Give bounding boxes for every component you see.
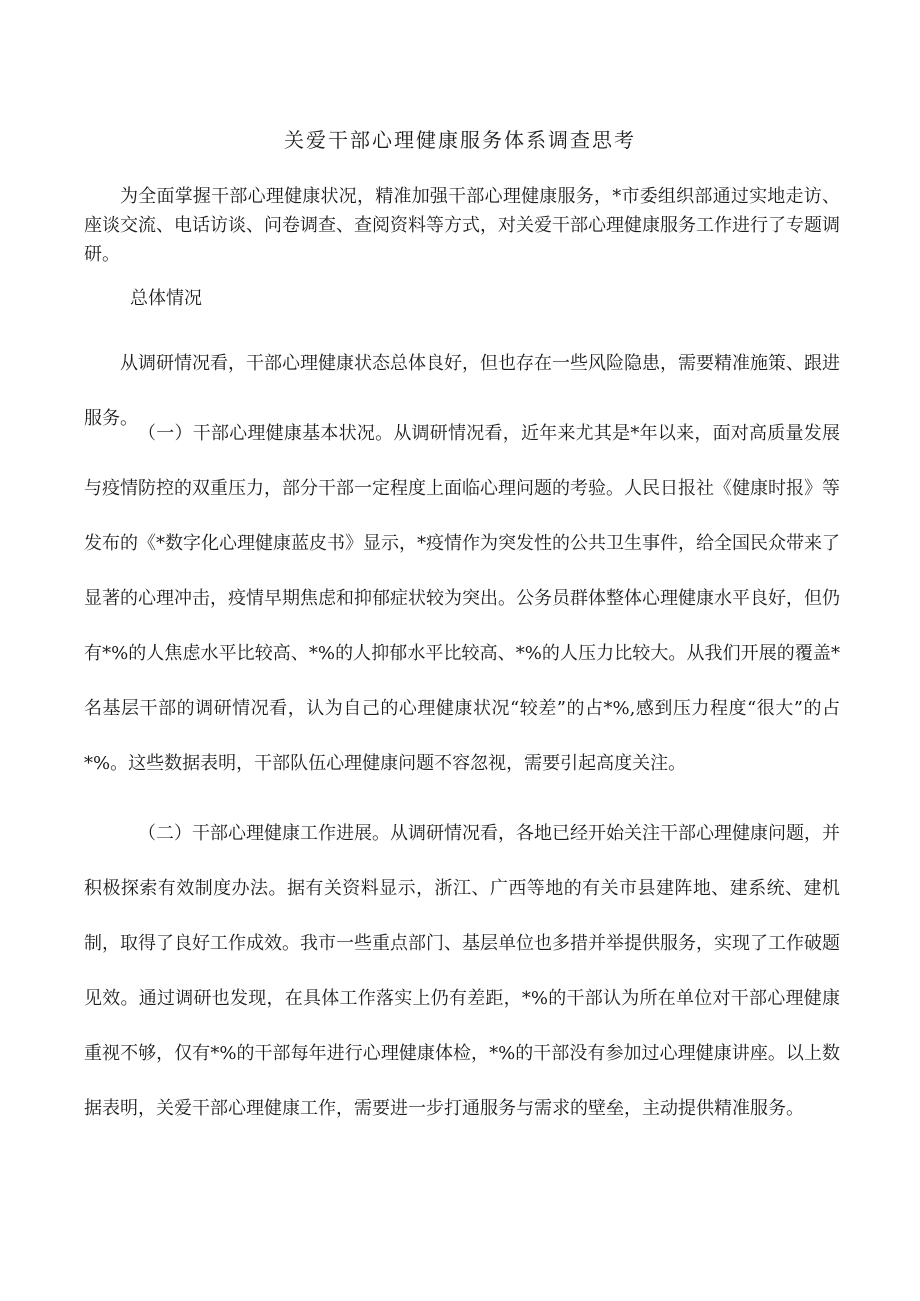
item-one-paragraph: （一）干部心理健康基本状况。从调研情况看，近年来尤其是*年以来，面对高质量发展与疫情防控的双重压力，部分干部一定程度上面临心理问题的考验。人民日报社《健康时报》等发布的《*数字化心理健康蓝皮书》显示，*疫情作为突发性的公共卫生事件，给全国民众带来了显著的心理冲击，疫情早期焦虑和抑郁症状较为突出。公务员群体整体心理健康水平良好，但仍有*%的人焦虑水平比较高、*%的人抑郁水平比较高、*%的人压力比较大。从我们开展的覆盖*名基层干部的调研情况看，认为自己的心理健康状况“较差”的占*%,感到压力程度“很大”的占*%。这些数据表明，干部队伍心理健康问题不容忽视，需要引起高度关注。 bbox=[84, 423, 840, 774]
document-title: 关爱干部心理健康服务体系调查思考 bbox=[284, 128, 636, 152]
overview-paragraph: 从调研情况看，干部心理健康状态总体良好，但也存在一些风险隐患，需要精准施策、跟进服务。 bbox=[84, 353, 840, 429]
intro-paragraph: 为全面掌握干部心理健康状况，精准加强干部心理健康服务，*市委组织部通过实地走访、座谈交流、电话访谈、问卷调查、查阅资料等方式，对关爱干部心理健康服务工作进行了专题调研。 bbox=[84, 186, 840, 265]
item-two-paragraph: （二）干部心理健康工作进展。从调研情况看，各地已经开始关注干部心理健康问题，并积极探索有效制度办法。据有关资料显示，浙江、广西等地的有关市县建阵地、建系统、建机制，取得了良好工作成效。我市一些重点部门、基层单位也多措并举提供服务，实现了工作破题见效。通过调研也发现，在具体工作落实上仍有差距，*%的干部认为所在单位对干部心理健康重视不够，仅有*%的干部每年进行心理健康体检，*%的干部没有参加过心理健康讲座。以上数据表明，关爱干部心理健康工作，需要进一步打通服务与需求的壁垒，主动提供精准服务。 bbox=[84, 823, 840, 1119]
section-heading: 总体情况 bbox=[130, 288, 202, 309]
